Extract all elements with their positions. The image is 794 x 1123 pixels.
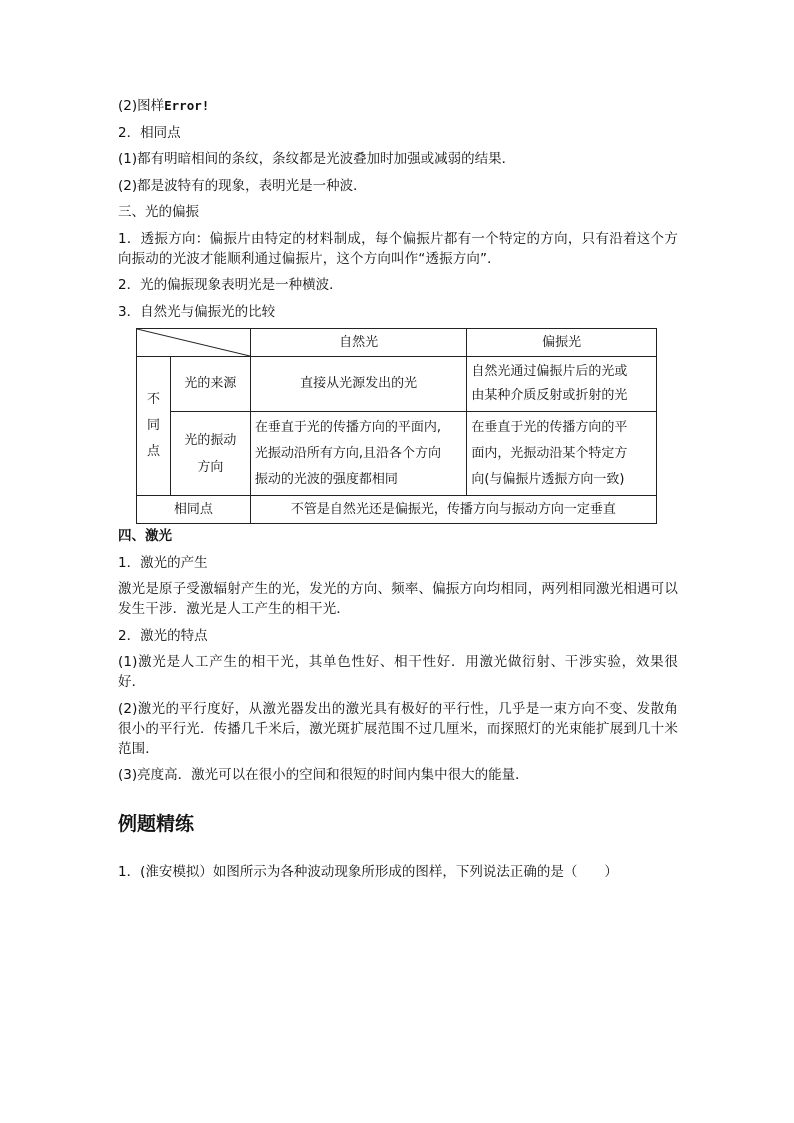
error-text: Error! [164,98,210,113]
laser-feature-1: (1)激光是人工产生的相干光，其单色性好、相干性好．用激光做衍射、干涉实验，效果很好． [118,654,678,690]
heading-polarization: 三、光的偏振 [118,204,199,220]
cell-polarized-vibration: 在垂直于光的传播方向的平 面内，光振动沿某个特定方 向(与偏振片透振方向一致) [467,412,657,496]
polarization-transverse: 2．光的偏振现象表明光是一种横波． [118,277,343,293]
header-polarized-light: 偏振光 [467,329,657,357]
transmission-direction-paragraph: 1．透振方向：偏振片由特定的材料制成，每个偏振片都有一个特定的方向，只有沿着这个方向振动的光波才能顺利通过偏振片，这个方向叫作“透振方向”． [118,230,678,267]
laser-feature-2: (2)激光的平行度好，从激光器发出的激光具有极好的平行性，几乎是一束方向不变、发散角很小的平行光．传播几千米后，激光斑扩展范围不过几厘米，而探照灯的光束能扩展到几十米范围． [118,700,678,757]
cell-polarized-source: 自然光通过偏振片后的光或 由某种介质反射或折射的光 [467,357,657,412]
section-title: 例题精练 [118,813,195,835]
laser-features-heading: 2．激光的特点 [118,627,208,644]
similarity-1: (1)都有明暗相间的条纹，条纹都是光波叠加时加强或减弱的结果． [118,151,516,167]
table-header-row [137,329,657,357]
heading-similarities: 2．相同点 [118,124,181,141]
row-label-source: 光的来源 [170,357,250,412]
differences-label: 不 同 点 [137,357,171,496]
row-label-vibration: 光的振动 方向 [170,412,250,496]
same-label: 相同点 [137,496,251,524]
table-row [137,496,657,524]
laser-generation-paragraph: 激光是原子受激辐射产生的光，发光的方向、频率、偏振方向均相同，两列相同激光相遇可以发生干涉．激光是人工产生的相干光． [118,581,678,617]
similarity-2: (2)都是波特有的现象，表明光是一种波． [118,177,367,194]
cell-natural-source: 直接从光源发出的光 [250,357,467,412]
same-value: 不管是自然光还是偏振光，传播方向与振动方向一定垂直 [250,496,656,524]
comparison-table [136,328,657,524]
header-natural-light: 自然光 [250,329,467,357]
diagonal-header-cell [137,329,251,357]
line-pattern-error [118,96,678,116]
document-content [118,96,678,882]
diagonal-line [137,329,250,356]
cell-natural-vibration: 在垂直于光的传播方向的平面内, 光振动沿所有方向,且沿各个方向 振动的光波的强度都相同 [250,412,467,496]
table-row [137,412,657,496]
pattern-prefix: (2)图样 [118,98,165,114]
question-1: 1．(淮安模拟）如图所示为各种波动现象所形成的图样，下列说法正确的是（ ） [118,864,618,880]
comparison-heading: 3．自然光与偏振光的比较 [118,303,276,320]
laser-feature-3: (3)亮度高．激光可以在很小的空间和很短的时间内集中很大的能量． [118,767,529,783]
table-row [137,357,657,412]
laser-generation-heading: 1．激光的产生 [118,554,208,571]
heading-laser: 四、激光 [118,528,172,544]
